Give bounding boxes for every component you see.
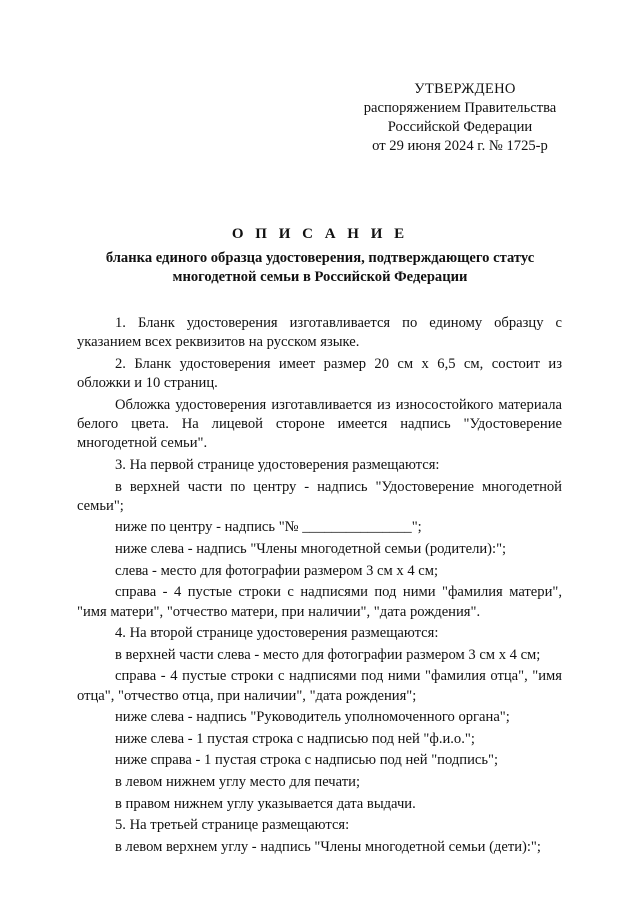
paragraph-13: ниже слева - надпись "Руководитель уполномоченного органа";	[115, 709, 510, 726]
paragraph-2: 2. Бланк удостоверения имеет размер 20 см х 6,5 см, состоит из обложки и 10 страниц.	[77, 355, 562, 392]
approval-line-1: распоряжением Правительства	[363, 100, 557, 116]
paragraph-15: ниже справа - 1 пустая строка с надписью под ней "подпись";	[115, 752, 499, 769]
approval-line-3: от 29 июня 2024 г. № 1725-р	[372, 138, 548, 154]
paragraph-14: ниже слева - 1 пустая строка с надписью под ней "ф.и.о.";	[115, 730, 475, 747]
document-body	[77, 314, 562, 859]
approval-heading: УТВЕРЖДЕНО	[414, 81, 516, 97]
approval-line-2: Российской Федерации	[387, 119, 533, 135]
subtitle-line-1: бланка единого образца удостоверения, подтверждающего статус	[105, 250, 535, 266]
paragraph-16: в левом нижнем углу место для печати;	[115, 773, 360, 790]
paragraph-3: Обложка удостоверения изготавливается из износостойкого материала белого цвета. На лицевой стороне имеется надпись "Удостоверение многодетной семьи".	[77, 396, 562, 452]
paragraph-17: в правом нижнем углу указывается дата выдачи.	[115, 795, 416, 812]
paragraph-1: 1. Бланк удостоверения изготавливается по единому образцу с указанием всех реквизитов на русском языке.	[77, 315, 562, 351]
approval-block	[340, 80, 580, 156]
paragraph-9: справа - 4 пустые строки с надписями под ними "фамилия матери", "имя матери", "отчество матери, при наличии", "дата рождения".	[77, 584, 562, 620]
paragraph-5: в верхней части по центру - надпись "Удостоверение многодетной семьи";	[77, 478, 562, 514]
paragraph-11: в верхней части слева - место для фотографии размером 3 см х 4 см;	[115, 646, 541, 663]
paragraph-19: в левом верхнем углу - надпись "Члены многодетной семьи (дети):";	[115, 838, 541, 855]
paragraph-12: справа - 4 пустые строки с надписями под ними "фамилия отца", "имя отца", "отчество отца, при наличии", "дата рождения";	[77, 668, 562, 704]
paragraph-8: слева - место для фотографии размером 3 см х 4 см;	[115, 562, 439, 579]
document-subtitle	[60, 249, 580, 287]
paragraph-4: 3. На первой странице удостоверения размещаются:	[115, 456, 440, 473]
subtitle-line-2: многодетной семьи в Российской Федерации	[172, 269, 468, 285]
paragraph-10: 4. На второй странице удостоверения размещаются:	[115, 625, 439, 642]
document-title: О П И С А Н И Е	[231, 226, 409, 242]
paragraph-6: ниже по центру - надпись "№ _______________";	[115, 519, 422, 536]
paragraph-7: ниже слева - надпись "Члены многодетной семьи (родители):";	[115, 541, 507, 558]
paragraph-18: 5. На третьей странице размещаются:	[115, 817, 350, 834]
